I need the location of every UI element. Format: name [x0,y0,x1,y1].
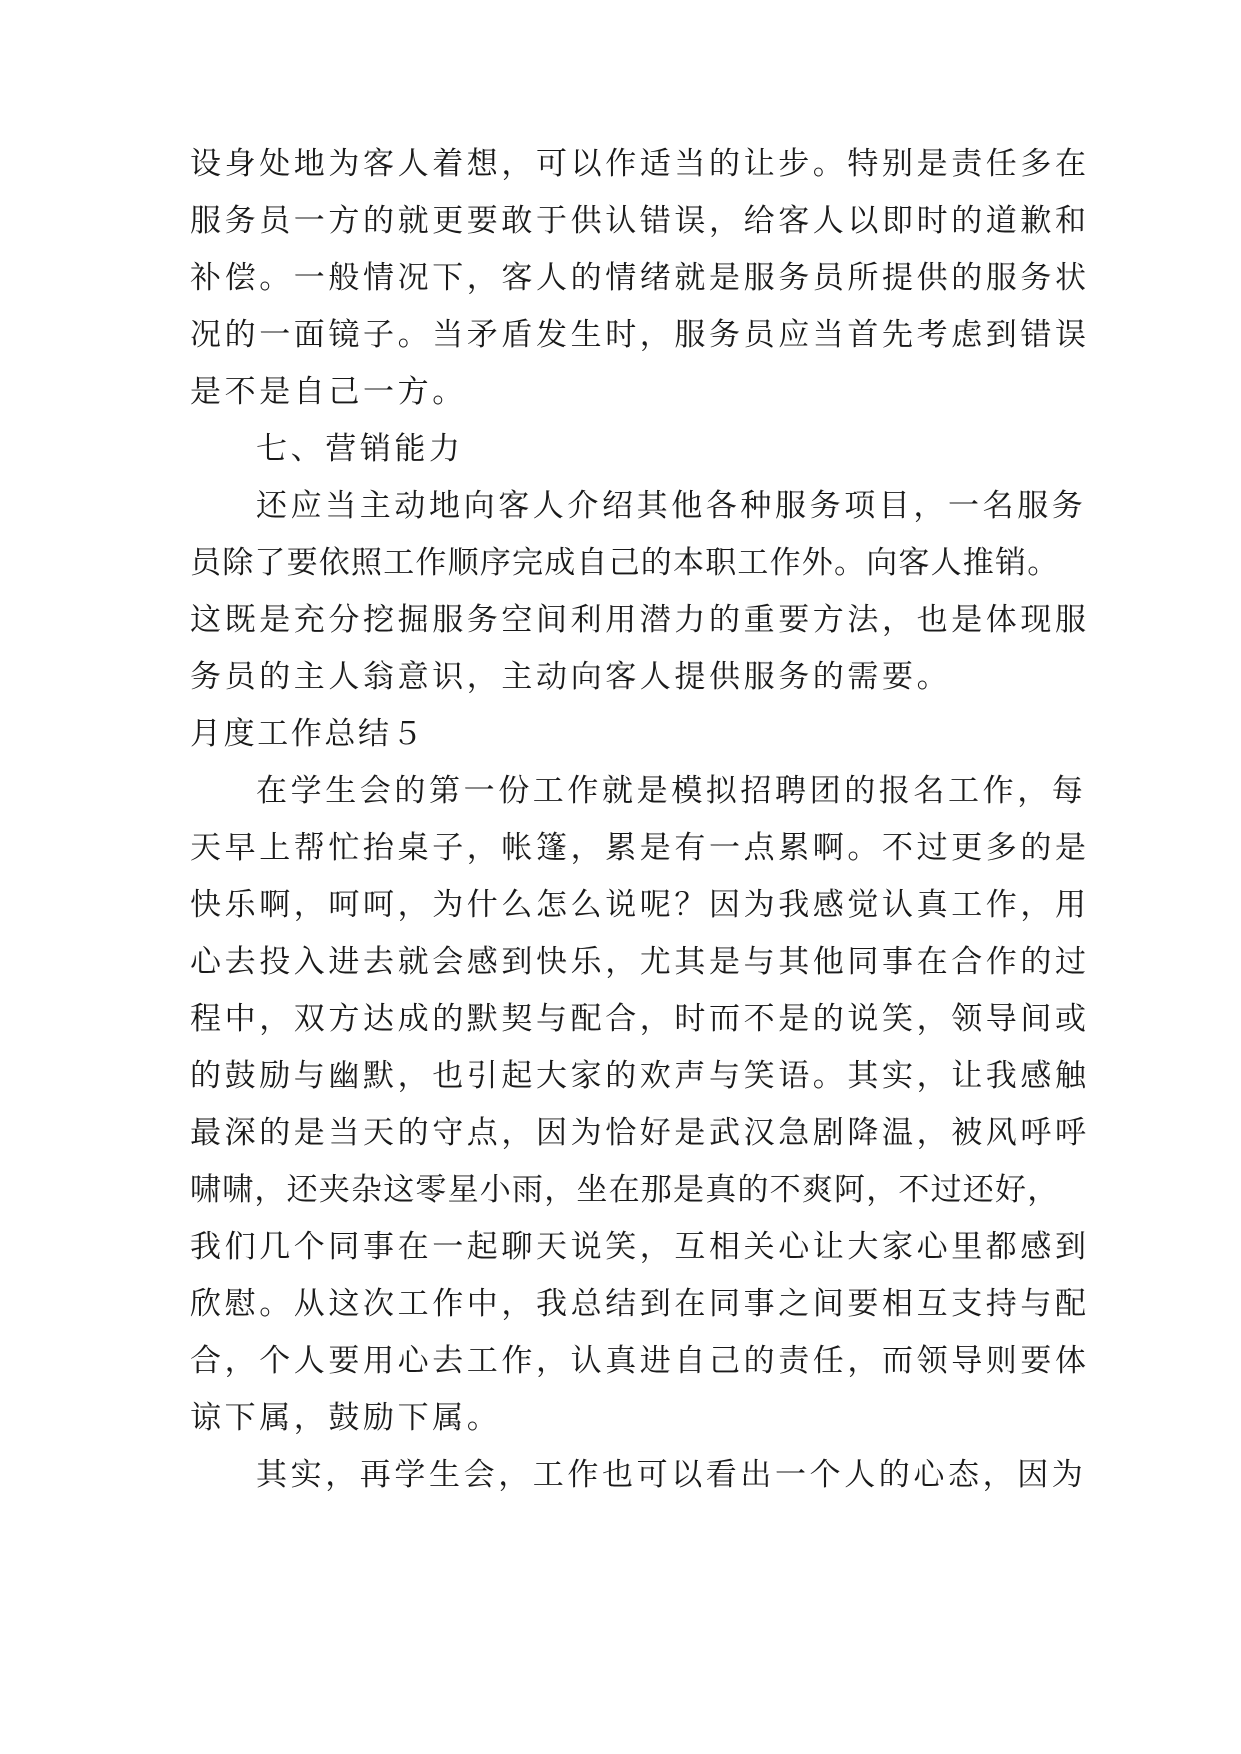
paragraph-line: 心去投入进去就会感到快乐，尤其是与其他同事在合作的过 [190,944,1090,980]
paragraph-line: 我们几个同事在一起聊天说笑，互相关心让大家心里都感到 [190,1229,1090,1265]
section-heading: 七、营销能力 [256,431,464,467]
paragraph-line: 最深的是当天的守点，因为恰好是武汉急剧降温，被风呼呼 [190,1115,1090,1151]
paragraph-line: 谅下属，鼓励下属。 [190,1400,502,1436]
paragraph-line: 员除了要依照工作顺序完成自己的本职工作外。向客人推销。 [190,545,1060,581]
paragraph-line: 补偿。一般情况下，客人的情绪就是服务员所提供的服务状 [190,260,1090,296]
paragraph-line: 务员的主人翁意识，主动向客人提供服务的需要。 [190,659,952,695]
paragraph-line: 其实，再学生会，工作也可以看出一个人的心态，因为 [256,1457,1087,1493]
paragraph-line: 欣慰。从这次工作中，我总结到在同事之间要相互支持与配 [190,1286,1090,1322]
paragraph-line: 还应当主动地向客人介绍其他各种服务项目，一名服务 [256,488,1087,524]
document-title: 月度工作总结５ [190,716,426,752]
paragraph-line: 这既是充分挖掘服务空间利用潜力的重要方法，也是体现服 [190,602,1090,638]
paragraph-line: 是不是自己一方。 [190,374,467,410]
paragraph-line: 啸啸，还夹杂这零星小雨，坐在那是真的不爽阿，不过还好， [190,1172,1060,1208]
paragraph-line: 设身处地为客人着想，可以作适当的让步。特别是责任多在 [190,146,1090,182]
paragraph-line: 在学生会的第一份工作就是模拟招聘团的报名工作，每 [256,773,1087,809]
paragraph-line: 的鼓励与幽默，也引起大家的欢声与笑语。其实，让我感触 [190,1058,1090,1094]
paragraph-line: 程中，双方达成的默契与配合，时而不是的说笑，领导间或 [190,1001,1090,1037]
paragraph-line: 服务员一方的就更要敢于供认错误，给客人以即时的道歉和 [190,203,1090,239]
paragraph-line: 快乐啊，呵呵，为什么怎么说呢？因为我感觉认真工作，用 [190,887,1090,923]
paragraph-line: 天早上帮忙抬桌子，帐篷，累是有一点累啊。不过更多的是 [190,830,1090,866]
paragraph-line: 合，个人要用心去工作，认真进自己的责任，而领导则要体 [190,1343,1090,1379]
paragraph-line: 况的一面镜子。当矛盾发生时，服务员应当首先考虑到错误 [190,317,1090,353]
